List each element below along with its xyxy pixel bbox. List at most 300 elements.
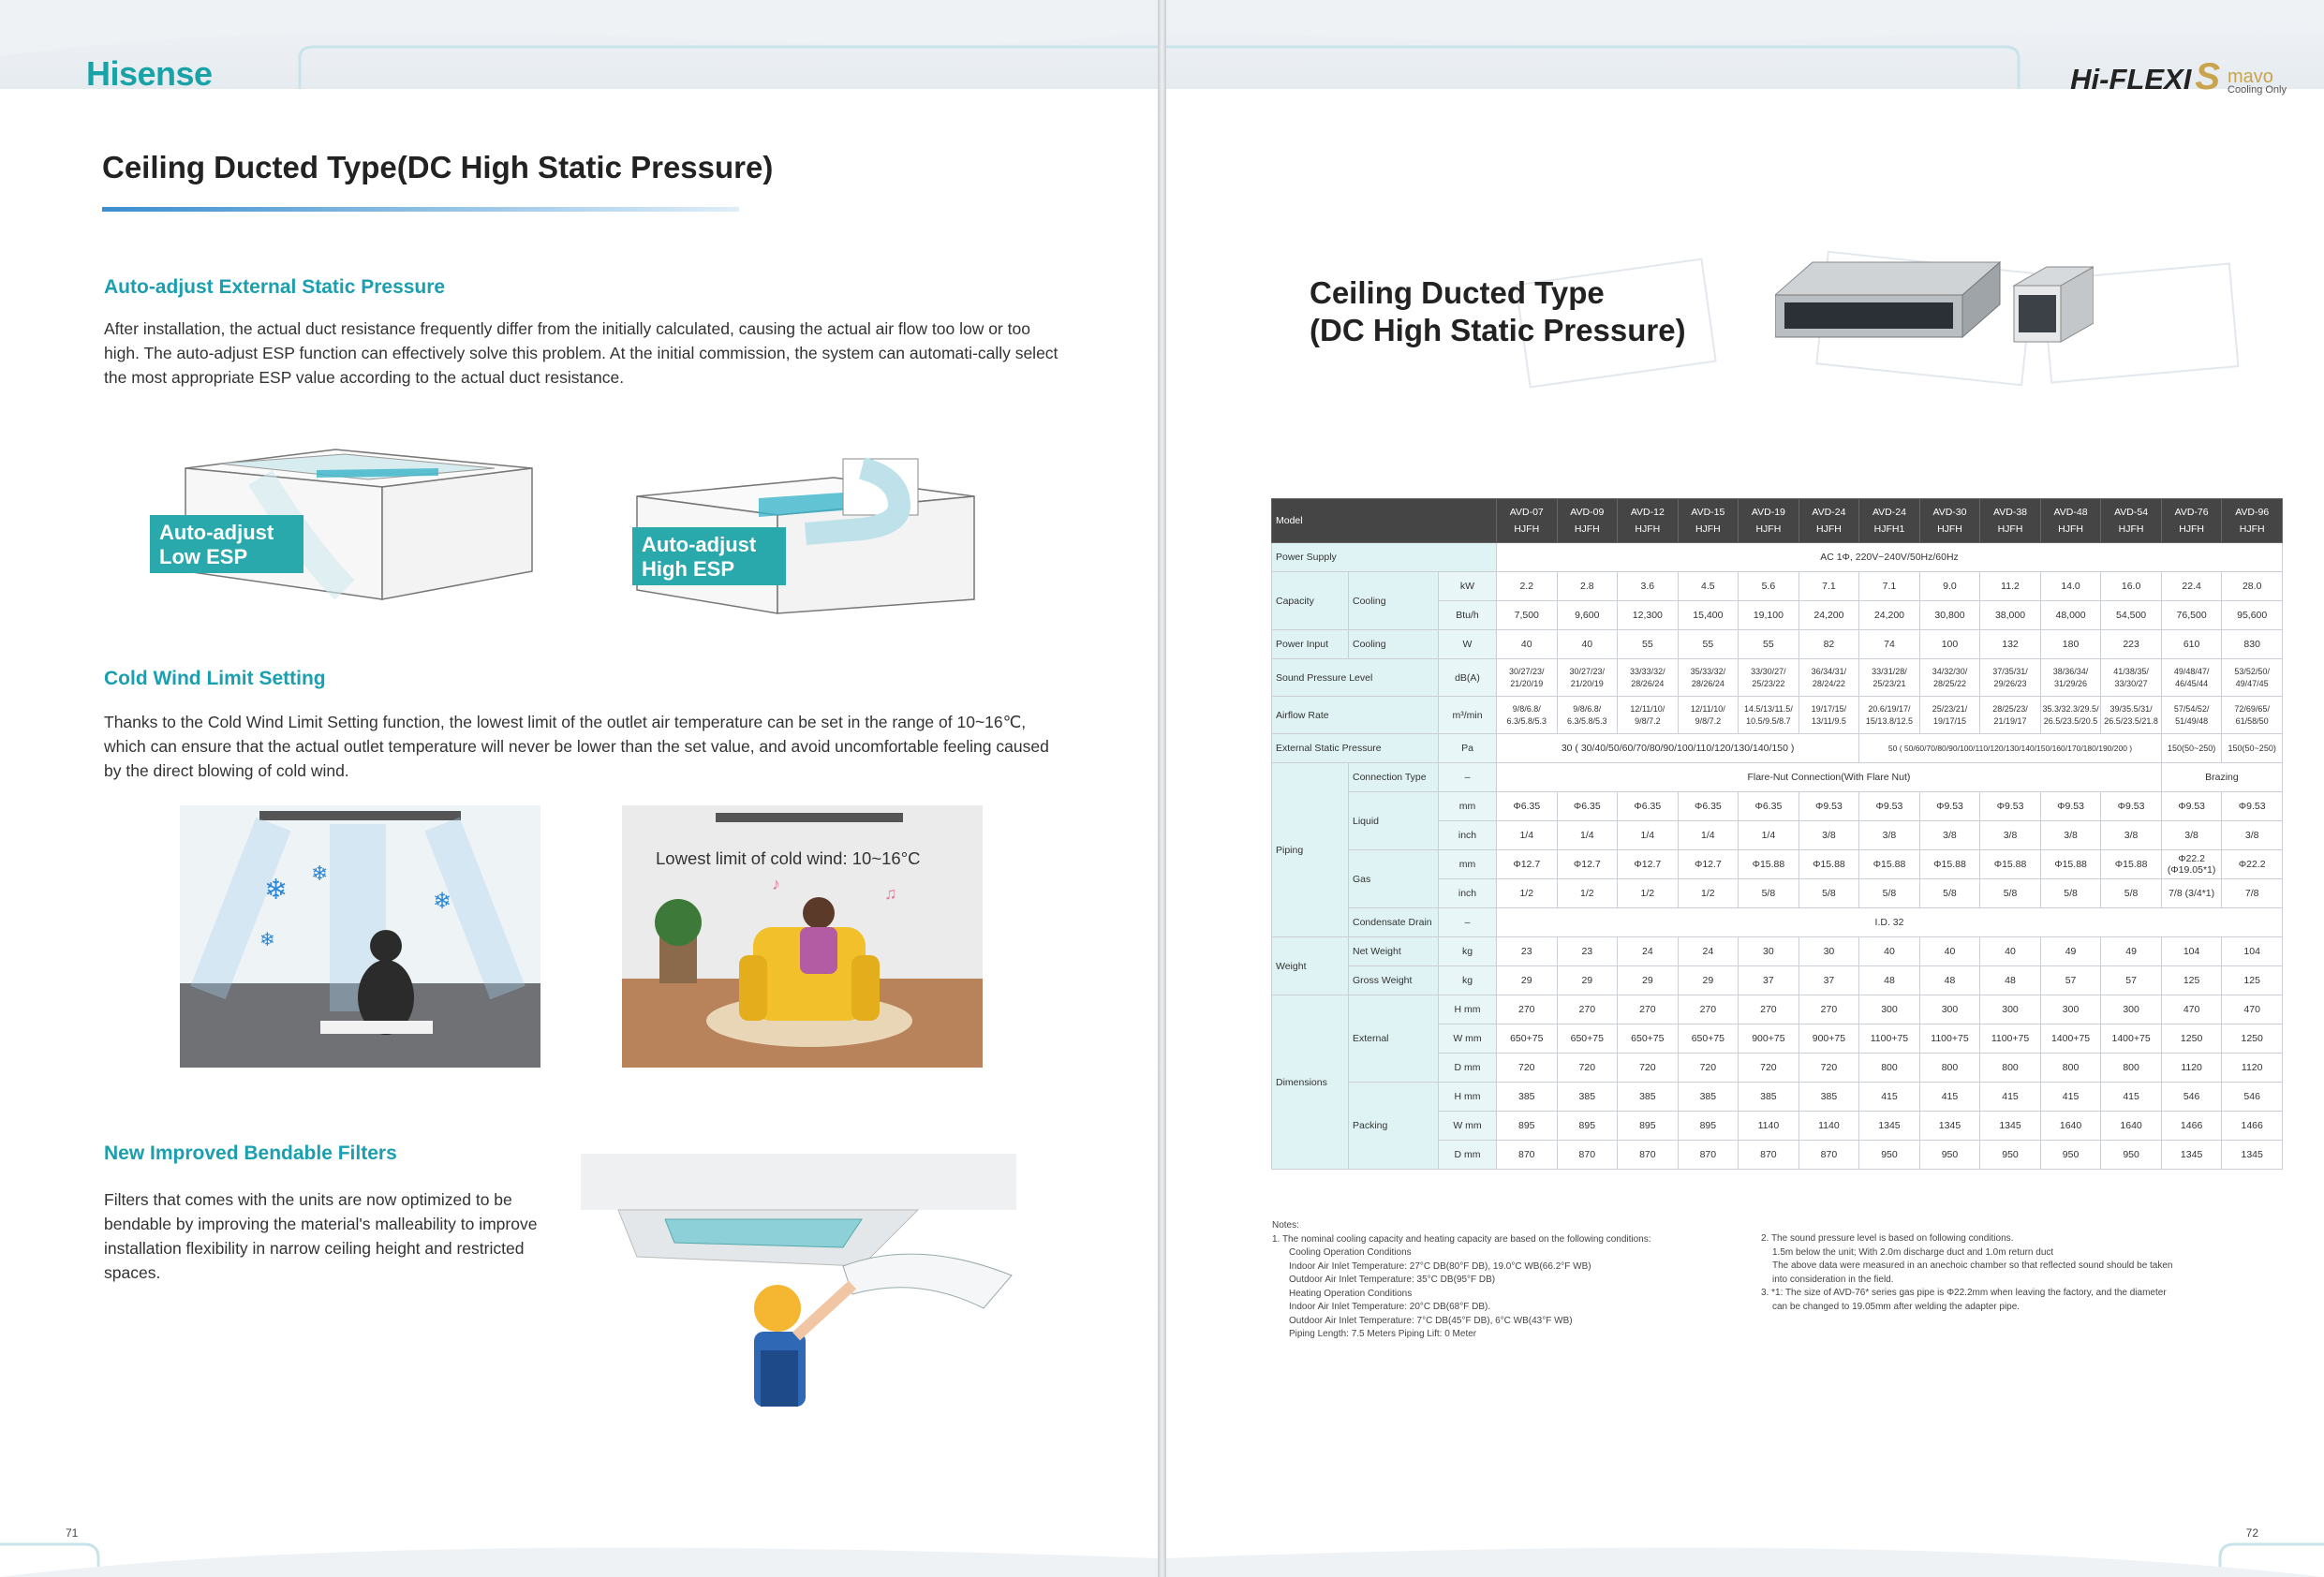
- value-cell: 1/4: [1557, 821, 1618, 850]
- table-row: Piping Connection Type – Flare-Nut Connection(With Flare Nut) Brazing: [1272, 763, 2283, 792]
- high-esp-badge: Auto-adjust High ESP: [632, 527, 786, 585]
- value-cell: 385: [1618, 1083, 1679, 1112]
- value-cell: Φ9.53: [1859, 792, 1920, 821]
- table-row: Liquid mm Φ6.35 Φ6.35 Φ6.35 Φ6.35 Φ6.35 Φ9.53 Φ9.53 Φ9.53 Φ9.53 Φ9.53 Φ9.53 Φ9.53 Φ9.53: [1272, 792, 2283, 821]
- value-cell: 1400+75: [2101, 1024, 2162, 1054]
- brand-name: Hi-FLEXI: [2070, 63, 2192, 96]
- value-cell: 57: [2101, 966, 2162, 995]
- value-cell: 20.6/19/17/ 15/13.8/12.5: [1859, 697, 1920, 734]
- unit-cell: D mm: [1439, 1054, 1497, 1083]
- value-cell: 2.8: [1557, 572, 1618, 601]
- value-cell: 900+75: [1799, 1024, 1859, 1054]
- value-cell: 1/4: [1739, 821, 1799, 850]
- value-cell: 223: [2101, 630, 2162, 659]
- value-cell: Φ15.88: [1799, 850, 1859, 879]
- brand-mavo: mavo: [2228, 66, 2273, 87]
- value-cell: 125: [2222, 966, 2283, 995]
- title-line-1: Ceiling Ducted Type: [1310, 275, 1605, 310]
- value-cell: 800: [1919, 1054, 1980, 1083]
- value-cell: 470: [2222, 995, 2283, 1024]
- value-cell: 7.1: [1799, 572, 1859, 601]
- value-cell: 1100+75: [1919, 1024, 1980, 1054]
- value-cell: 1/2: [1557, 879, 1618, 908]
- title-underline: [102, 207, 739, 212]
- value-cell: 24: [1618, 937, 1679, 966]
- unit-cell: W mm: [1439, 1024, 1497, 1054]
- value-cell: 72/69/65/ 61/58/50: [2222, 697, 2283, 734]
- left-footer-swoosh: [0, 1493, 1158, 1577]
- value-cell: 950: [1919, 1141, 1980, 1170]
- hisense-logo: Hisense: [86, 54, 213, 93]
- unit-cell: mm: [1439, 850, 1497, 879]
- value-cell: 950: [2040, 1141, 2101, 1170]
- value-cell: 28.0: [2222, 572, 2283, 601]
- model-label: Model: [1272, 499, 1497, 543]
- svg-text:❄: ❄: [433, 889, 452, 914]
- value-cell: 24,200: [1799, 601, 1859, 630]
- value-cell: 950: [2101, 1141, 2162, 1170]
- right-page-number: 72: [2245, 1526, 2258, 1540]
- value-cell: 3/8: [2101, 821, 2162, 850]
- value-cell: Φ9.53: [1919, 792, 1980, 821]
- value-cell: 40: [1497, 630, 1558, 659]
- cold-wind-caption: Lowest limit of cold wind: 10~16°C: [656, 848, 921, 868]
- model-col: AVD-09 HJFH: [1557, 499, 1618, 543]
- value-cell: Φ12.7: [1618, 850, 1679, 879]
- value-cell: 895: [1497, 1112, 1558, 1141]
- value-cell: 415: [1859, 1083, 1920, 1112]
- table-row: Gas mm Φ12.7 Φ12.7 Φ12.7 Φ12.7 Φ15.88 Φ15.88 Φ15.88 Φ15.88 Φ15.88 Φ15.88 Φ15.88 Φ22.2 (Φ19.05*1) Φ22.2: [1272, 850, 2283, 879]
- value-cell: 30: [1739, 937, 1799, 966]
- value-cell: 23: [1497, 937, 1558, 966]
- value-cell: 38,000: [1980, 601, 2041, 630]
- value-cell: 3/8: [2161, 821, 2222, 850]
- value-cell: 270: [1557, 995, 1618, 1024]
- table-row: Condensate Drain – I.D. 32: [1272, 908, 2283, 937]
- model-col: AVD-96 HJFH: [2222, 499, 2283, 543]
- svg-text:❄: ❄: [264, 875, 289, 906]
- value-cell: 132: [1980, 630, 2041, 659]
- value-cell: 300: [2101, 995, 2162, 1024]
- value-cell: 40: [1557, 630, 1618, 659]
- table-row: Power Supply AC 1Φ, 220V~240V/50Hz/60Hz: [1272, 543, 2283, 572]
- right-footer-swoosh: [1166, 1493, 2324, 1577]
- value-cell: 30/27/23/ 21/20/19: [1557, 659, 1618, 697]
- value-cell: 1345: [1980, 1112, 2041, 1141]
- filters-heading: New Improved Bendable Filters: [104, 1142, 397, 1164]
- unit-cell: dB(A): [1439, 659, 1497, 697]
- warm-room-image: [622, 805, 983, 1068]
- unit-cell: H mm: [1439, 995, 1497, 1024]
- value-cell: 11.2: [1980, 572, 2041, 601]
- value-cell: 800: [1980, 1054, 2041, 1083]
- value-cell: 1/2: [1618, 879, 1679, 908]
- value-cell: Φ12.7: [1497, 850, 1558, 879]
- value-cell: 76,500: [2161, 601, 2222, 630]
- value-cell: 37/35/31/ 29/26/23: [1980, 659, 2041, 697]
- value-cell: 1466: [2161, 1112, 2222, 1141]
- value-cell: 415: [2040, 1083, 2101, 1112]
- value-cell: 1120: [2222, 1054, 2283, 1083]
- value-cell: 270: [1739, 995, 1799, 1024]
- value-cell: 104: [2161, 937, 2222, 966]
- value-cell: 546: [2222, 1083, 2283, 1112]
- value-cell: 57/54/52/ 51/49/48: [2161, 697, 2222, 734]
- value-cell: 900+75: [1739, 1024, 1799, 1054]
- model-col: AVD-24 HJFH1: [1859, 499, 1920, 543]
- left-page: [0, 0, 1158, 1577]
- value-cell: 895: [1678, 1112, 1739, 1141]
- value-cell: 7/8: [2222, 879, 2283, 908]
- value-cell: 30,800: [1919, 601, 1980, 630]
- value-cell: 74: [1859, 630, 1920, 659]
- value-cell: 9/8/6.8/ 6.3/5.8/5.3: [1557, 697, 1618, 734]
- value-cell: 385: [1739, 1083, 1799, 1112]
- value-cell: 1345: [2161, 1141, 2222, 1170]
- value-cell: 1640: [2101, 1112, 2162, 1141]
- value-cell: 5/8: [1859, 879, 1920, 908]
- value-cell: 3/8: [1980, 821, 2041, 850]
- value-cell: Φ12.7: [1678, 850, 1739, 879]
- value-cell: 14.0: [2040, 572, 2101, 601]
- model-col: AVD-07 HJFH: [1497, 499, 1558, 543]
- value-cell: 5/8: [2040, 879, 2101, 908]
- value-cell: 546: [2161, 1083, 2222, 1112]
- value-cell: 895: [1557, 1112, 1618, 1141]
- value-cell: 870: [1618, 1141, 1679, 1170]
- value-cell: 34/32/30/ 28/25/22: [1919, 659, 1980, 697]
- value-cell: 49: [2101, 937, 2162, 966]
- unit-cell: Btu/h: [1439, 601, 1497, 630]
- value-cell: 22.4: [2161, 572, 2222, 601]
- value-cell: 270: [1618, 995, 1679, 1024]
- model-col: AVD-24 HJFH: [1799, 499, 1859, 543]
- value-cell: 55: [1678, 630, 1739, 659]
- value-cell: 300: [2040, 995, 2101, 1024]
- value-cell: 650+75: [1497, 1024, 1558, 1054]
- value-cell: 895: [1618, 1112, 1679, 1141]
- value-cell: 24,200: [1859, 601, 1920, 630]
- value-cell: 720: [1678, 1054, 1739, 1083]
- right-page: [1166, 0, 2324, 1577]
- unit-cell: W: [1439, 630, 1497, 659]
- value-cell: 1140: [1799, 1112, 1859, 1141]
- value-cell: 720: [1799, 1054, 1859, 1083]
- value-cell: 300: [1980, 995, 2041, 1024]
- value-cell: Φ15.88: [1919, 850, 1980, 879]
- value-cell: 1120: [2161, 1054, 2222, 1083]
- value-cell: Φ6.35: [1739, 792, 1799, 821]
- title-line-2: (DC High Static Pressure): [1310, 313, 1686, 347]
- value-cell: 385: [1799, 1083, 1859, 1112]
- value-cell: Φ15.88: [2040, 850, 2101, 879]
- value-cell: 33/31/28/ 25/23/21: [1859, 659, 1920, 697]
- value-cell: 800: [2101, 1054, 2162, 1083]
- value-cell: Φ9.53: [1980, 792, 2041, 821]
- table-row: Airflow Rate m³/min 9/8/6.8/ 6.3/5.8/5.3 9/8/6.8/ 6.3/5.8/5.3 12/11/10/ 9/8/7.2 12/11/10/ 9/8/7.2 14.5/13/11.5/ 10.5/9.5/8.7 19/17/15/ 13/11/9.5 20.6/19/17/ 15/13.8/12.5 25/23/21/ 19/17/15 28/25/23/ 21/19/17 35.3/32.3/29.5/ 26.5/23.5/20.5 39/35.5/31/ 26.5/23.5/21.8 57/54/52/ 51/49/48 72/69/65/ 61/58/50: [1272, 697, 2283, 734]
- value-cell: Φ15.88: [1859, 850, 1920, 879]
- value-cell: 41/38/35/ 33/30/27: [2101, 659, 2162, 697]
- value-cell: 720: [1739, 1054, 1799, 1083]
- value-cell: 57: [2040, 966, 2101, 995]
- svg-text:❄: ❄: [259, 930, 275, 951]
- value-cell: 5/8: [2101, 879, 2162, 908]
- value-cell: 40: [1919, 937, 1980, 966]
- spine: [1158, 0, 1166, 1577]
- value-cell: Φ15.88: [2101, 850, 2162, 879]
- value-cell: 415: [1980, 1083, 2041, 1112]
- value-cell: 3/8: [2222, 821, 2283, 850]
- unit-cell: inch: [1439, 879, 1497, 908]
- model-col: AVD-76 HJFH: [2161, 499, 2222, 543]
- cold-air-flow: [180, 805, 540, 1068]
- value-cell: 385: [1557, 1083, 1618, 1112]
- ducted-unit-product-images: [1775, 258, 2094, 351]
- value-cell: 36/34/31/ 28/24/22: [1799, 659, 1859, 697]
- value-cell: 1345: [1859, 1112, 1920, 1141]
- value-cell: 9,600: [1557, 601, 1618, 630]
- value-cell: 82: [1799, 630, 1859, 659]
- value-cell: 385: [1497, 1083, 1558, 1112]
- value-cell: 270: [1799, 995, 1859, 1024]
- left-page-number: 71: [66, 1526, 79, 1540]
- unit-cell: kW: [1439, 572, 1497, 601]
- value-cell: 1640: [2040, 1112, 2101, 1141]
- value-cell: 650+75: [1557, 1024, 1618, 1054]
- table-row: Power Input Cooling W 40 40 55 55 55 82 74 100 132 180 223 610 830: [1272, 630, 2283, 659]
- value-cell: 415: [1919, 1083, 1980, 1112]
- value-cell: 49: [2040, 937, 2101, 966]
- value-cell: 470: [2161, 995, 2222, 1024]
- value-cell: Φ9.53: [1799, 792, 1859, 821]
- value-cell: 300: [1919, 995, 1980, 1024]
- value-cell: 720: [1618, 1054, 1679, 1083]
- value-cell: 16.0: [2101, 572, 2162, 601]
- page-title: Ceiling Ducted Type(DC High Static Pressure): [102, 150, 774, 184]
- value-cell: 7,500: [1497, 601, 1558, 630]
- value-cell: 1400+75: [2040, 1024, 2101, 1054]
- value-cell: Φ9.53: [2161, 792, 2222, 821]
- model-col: AVD-15 HJFH: [1678, 499, 1739, 543]
- unit-cell: inch: [1439, 821, 1497, 850]
- value-cell: 1/4: [1497, 821, 1558, 850]
- value-cell: 1345: [1919, 1112, 1980, 1141]
- value-cell: 870: [1557, 1141, 1618, 1170]
- value-cell: 9.0: [1919, 572, 1980, 601]
- unit-cell: kg: [1439, 966, 1497, 995]
- table-row: Weight Net Weight kg 23 23 24 24 30 30 40 40 40 49 49 104 104: [1272, 937, 2283, 966]
- cold-room-image: [180, 805, 540, 1068]
- model-col: AVD-30 HJFH: [1919, 499, 1980, 543]
- value-cell: 35.3/32.3/29.5/ 26.5/23.5/20.5: [2040, 697, 2101, 734]
- model-col: AVD-48 HJFH: [2040, 499, 2101, 543]
- value-cell: 1100+75: [1859, 1024, 1920, 1054]
- value-cell: Φ9.53: [2222, 792, 2283, 821]
- value-cell: 1/2: [1678, 879, 1739, 908]
- value-cell: 610: [2161, 630, 2222, 659]
- value-cell: 100: [1919, 630, 1980, 659]
- value-cell: 1250: [2222, 1024, 2283, 1054]
- value-cell: 14.5/13/11.5/ 10.5/9.5/8.7: [1739, 697, 1799, 734]
- value-cell: 38/36/34/ 31/29/26: [2040, 659, 2101, 697]
- value-cell: 9/8/6.8/ 6.3/5.8/5.3: [1497, 697, 1558, 734]
- value-cell: 30/27/23/ 21/20/19: [1497, 659, 1558, 697]
- value-cell: 37: [1799, 966, 1859, 995]
- esp-description: After installation, the actual duct resistance frequently differ from the initially calculated, causing the actual air flow too low or too high. The auto-adjust ESP function can effectively solve this problem. At the initial commission, the system can automati-cally select the most appropriate ESP value according to the actual duct resistance.: [104, 319, 1058, 387]
- unit-cell: D mm: [1439, 1141, 1497, 1170]
- value-cell: 55: [1739, 630, 1799, 659]
- value-cell: 870: [1497, 1141, 1558, 1170]
- value-cell: 3.6: [1618, 572, 1679, 601]
- value-cell: 7/8 (3/4*1): [2161, 879, 2222, 908]
- value-cell: Φ22.2: [2222, 850, 2283, 879]
- right-page-title: [1310, 274, 1686, 349]
- value-cell: Φ6.35: [1497, 792, 1558, 821]
- value-cell: 5/8: [1919, 879, 1980, 908]
- value-cell: 300: [1859, 995, 1920, 1024]
- table-row: External Static Pressure Pa 30 ( 30/40/50/60/70/80/90/100/110/120/130/140/150 ) 50 ( 50/60/70/80/90/100/110/120/130/140/150/160/170/180/190/200 ) 150(50~250) 150(50~250): [1272, 734, 2283, 763]
- esp-heading: Auto-adjust External Static Pressure: [104, 276, 446, 298]
- value-cell: 720: [1557, 1054, 1618, 1083]
- value-cell: 48,000: [2040, 601, 2101, 630]
- value-cell: 650+75: [1678, 1024, 1739, 1054]
- table-header-row: [1272, 499, 2283, 543]
- table-row: Sound Pressure Level dB(A) 30/27/23/ 21/20/19 30/27/23/ 21/20/19 33/33/32/ 28/26/24 35/33/32/ 28/26/24 33/30/27/ 25/23/22 36/34/31/ 28/24/22 33/31/28/ 25/23/21 34/32/30/ 28/25/22 37/35/31/ 29/26/23 38/36/34/ 31/29/26 41/38/35/ 33/30/27 49/48/47/ 46/45/44 53/52/50/ 49/47/45: [1272, 659, 2283, 697]
- value-cell: 2.2: [1497, 572, 1558, 601]
- table-row: Capacity Cooling kW 2.2 2.8 3.6 4.5 5.6 7.1 7.1 9.0 11.2 14.0 16.0 22.4 28.0: [1272, 572, 2283, 601]
- value-cell: 48: [1859, 966, 1920, 995]
- value-cell: Φ15.88: [1739, 850, 1799, 879]
- value-cell: Φ6.35: [1678, 792, 1739, 821]
- value-cell: 4.5: [1678, 572, 1739, 601]
- value-cell: 1140: [1739, 1112, 1799, 1141]
- notes-right: 2. The sound pressure level is based on following conditions. 1.5m below the unit; With 2.0m discharge duct and 1.0m return duct The above data were measured in an anechoic chamber so that reflected sound should be taken into consideration in the field. 3. *1: The size of AVD-76* series gas pipe is Φ22.2mm when leaving the factory, and the diameter can be changed to 19.05mm after welding the adapter pipe.: [1761, 1233, 2173, 1312]
- svg-text:♫: ♫: [884, 884, 897, 903]
- value-cell: 40: [1859, 937, 1920, 966]
- unit-cell: m³/min: [1439, 697, 1497, 734]
- value-cell: Φ6.35: [1557, 792, 1618, 821]
- unit-cell: kg: [1439, 937, 1497, 966]
- model-col: AVD-38 HJFH: [1980, 499, 2041, 543]
- filter-install-illustration: [581, 1154, 1016, 1439]
- value-cell: 5/8: [1799, 879, 1859, 908]
- value-cell: 48: [1980, 966, 2041, 995]
- value-cell: 270: [1497, 995, 1558, 1024]
- value-cell: Φ9.53: [2040, 792, 2101, 821]
- value-cell: 15,400: [1678, 601, 1739, 630]
- value-cell: 1/4: [1618, 821, 1679, 850]
- value-cell: 1345: [2222, 1141, 2283, 1170]
- value-cell: 1/2: [1497, 879, 1558, 908]
- value-cell: 29: [1678, 966, 1739, 995]
- value-cell: 35/33/32/ 28/26/24: [1678, 659, 1739, 697]
- value-cell: 29: [1497, 966, 1558, 995]
- table-row: Gross Weight kg 29 29 29 29 37 37 48 48 48 57 57 125 125: [1272, 966, 2283, 995]
- value-cell: 29: [1618, 966, 1679, 995]
- value-cell: 870: [1678, 1141, 1739, 1170]
- value-cell: 104: [2222, 937, 2283, 966]
- value-cell: 33/33/32/ 28/26/24: [1618, 659, 1679, 697]
- value-cell: 28/25/23/ 21/19/17: [1980, 697, 2041, 734]
- unit-cell: mm: [1439, 792, 1497, 821]
- brand-s: S: [2195, 56, 2221, 97]
- value-cell: 800: [2040, 1054, 2101, 1083]
- value-cell: Φ6.35: [1618, 792, 1679, 821]
- value-cell: 39/35.5/31/ 26.5/23.5/21.8: [2101, 697, 2162, 734]
- value-cell: 5/8: [1980, 879, 2041, 908]
- value-cell: 49/48/47/ 46/45/44: [2161, 659, 2222, 697]
- value-cell: 54,500: [2101, 601, 2162, 630]
- armchair-scene: [622, 805, 983, 1068]
- model-col: AVD-12 HJFH: [1618, 499, 1679, 543]
- value-cell: 870: [1739, 1141, 1799, 1170]
- value-cell: 3/8: [1859, 821, 1920, 850]
- value-cell: 7.1: [1859, 572, 1920, 601]
- value-cell: 1466: [2222, 1112, 2283, 1141]
- value-cell: 12,300: [1618, 601, 1679, 630]
- value-cell: 48: [1919, 966, 1980, 995]
- value-cell: 180: [2040, 630, 2101, 659]
- value-cell: 1/4: [1678, 821, 1739, 850]
- brand-sub: Cooling Only: [2228, 83, 2287, 96]
- value-cell: 23: [1557, 937, 1618, 966]
- value-cell: Φ9.53: [2101, 792, 2162, 821]
- value-cell: 3/8: [1799, 821, 1859, 850]
- svg-text:♪: ♪: [772, 875, 780, 893]
- value-cell: 720: [1497, 1054, 1558, 1083]
- value-cell: 950: [1859, 1141, 1920, 1170]
- value-cell: 24: [1678, 937, 1739, 966]
- hi-flexi-logo: [2070, 56, 2287, 98]
- model-col: AVD-54 HJFH: [2101, 499, 2162, 543]
- value-cell: 3/8: [2040, 821, 2101, 850]
- value-cell: 12/11/10/ 9/8/7.2: [1618, 697, 1679, 734]
- unit-cell: H mm: [1439, 1083, 1497, 1112]
- value-cell: 40: [1980, 937, 2041, 966]
- cold-wind-description: Thanks to the Cold Wind Limit Setting function, the lowest limit of the outlet air temperature can be set in the range of 10~16℃, which can ensure that the actual outlet temperature will never be lower than the set value, and avoid uncomfortable feeling caused by the direct blowing of cold wind.: [104, 713, 1049, 780]
- unit-cell: W mm: [1439, 1112, 1497, 1141]
- value-cell: Φ15.88: [1980, 850, 2041, 879]
- value-cell: 3/8: [1919, 821, 1980, 850]
- value-cell: 5/8: [1739, 879, 1799, 908]
- value-cell: 29: [1557, 966, 1618, 995]
- filters-description: Filters that comes with the units are now optimized to be bendable by improving the material's malleability to improve installation flexibility in narrow ceiling height and restricted spaces.: [104, 1190, 538, 1282]
- value-cell: 1250: [2161, 1024, 2222, 1054]
- value-cell: 415: [2101, 1083, 2162, 1112]
- value-cell: 950: [1980, 1141, 2041, 1170]
- value-cell: 650+75: [1618, 1024, 1679, 1054]
- value-cell: 37: [1739, 966, 1799, 995]
- low-esp-badge: Auto-adjust Low ESP: [150, 515, 303, 573]
- value-cell: 95,600: [2222, 601, 2283, 630]
- specifications-table: [1271, 498, 2283, 1170]
- notes-left: Notes: 1. The nominal cooling capacity and heating capacity are based on the following conditions: Cooling Operation Conditions Indoor Air Inlet Temperature: 27°C DB(80°F DB), 19.0°C WB(66.2°F WB) Outdoor Air Inlet Temperature: 35°C DB(95°F DB) Heating Operation Conditions Indoor Air Inlet Temperature: 20°C DB(68°F DB). Outdoor Air Inlet Temperature: 7°C DB(45°F DB), 6°C WB(43°F WB) Piping Length: 7.5 Meters Piping Lift: 0 Meter: [1272, 1220, 1651, 1339]
- value-cell: 30: [1799, 937, 1859, 966]
- table-row: Packing H mm 385 385 385 385 385 385 415 415 415 415 415 546 546: [1272, 1083, 2283, 1112]
- value-cell: 53/52/50/ 49/47/45: [2222, 659, 2283, 697]
- value-cell: 19,100: [1739, 601, 1799, 630]
- value-cell: 870: [1799, 1141, 1859, 1170]
- value-cell: 385: [1678, 1083, 1739, 1112]
- value-cell: 125: [2161, 966, 2222, 995]
- value-cell: 800: [1859, 1054, 1920, 1083]
- svg-text:❄: ❄: [311, 862, 329, 885]
- value-cell: 12/11/10/ 9/8/7.2: [1678, 697, 1739, 734]
- value-cell: 55: [1618, 630, 1679, 659]
- value-cell: 270: [1678, 995, 1739, 1024]
- model-col: AVD-19 HJFH: [1739, 499, 1799, 543]
- value-cell: Φ22.2 (Φ19.05*1): [2161, 850, 2222, 879]
